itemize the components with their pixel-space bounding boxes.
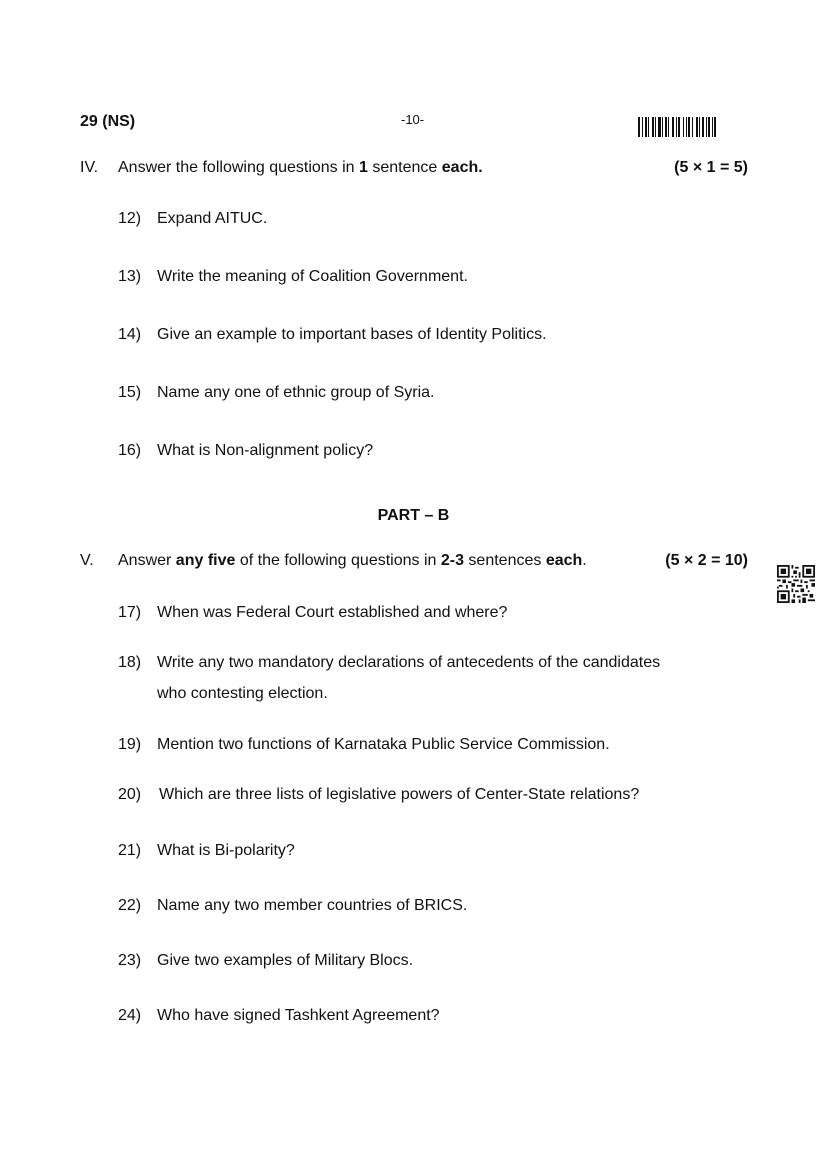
question-text: When was Federal Court established and where? (157, 604, 508, 621)
question-text: Write the meaning of Coalition Government. (157, 268, 468, 285)
question-number: 15) (118, 384, 142, 401)
instruction-text: sentences (463, 552, 546, 569)
page-number: -10- (401, 112, 425, 127)
section-iv-instruction (118, 158, 483, 178)
section-v-instruction (118, 551, 587, 571)
question-text: Name any one of ethnic group of Syria. (157, 384, 435, 401)
barcode-icon (638, 117, 716, 137)
question-number: 18) (118, 654, 142, 671)
question-text: What is Bi-polarity? (157, 842, 295, 859)
question-number: 12) (118, 210, 142, 227)
question-text: Give an example to important bases of Identity Politics. (157, 326, 547, 343)
qr-code-icon (777, 565, 815, 603)
instruction-text: Answer (118, 552, 176, 569)
question-number: 19) (118, 736, 142, 753)
instruction-each: each (545, 552, 583, 569)
instruction-text: . (582, 552, 587, 569)
section-v-marks: (5 × 2 = 10) (665, 552, 748, 569)
instruction-any-five: any five (175, 552, 236, 569)
question-number: 22) (118, 897, 142, 914)
part-b-title: PART – B (377, 507, 450, 524)
question-text: Expand AITUC. (157, 210, 268, 227)
question-text: Give two examples of Military Blocs. (157, 952, 414, 969)
instruction-text: of the following questions in (235, 552, 441, 569)
question-number: 20) (118, 786, 142, 803)
question-number: 23) (118, 952, 142, 969)
instruction-text: Answer the following questions in (118, 159, 360, 176)
instruction-count: 2-3 (440, 552, 464, 569)
question-text: Who have signed Tashkent Agreement? (157, 1007, 440, 1024)
section-v-numeral: V. (80, 552, 94, 569)
question-number: 16) (118, 442, 142, 459)
question-text: Write any two mandatory declarations of antecedents of the candidates (157, 654, 661, 671)
question-number: 24) (118, 1007, 142, 1024)
question-number: 17) (118, 604, 142, 621)
section-iv-marks: (5 × 1 = 5) (674, 159, 748, 176)
question-text-continued: who contesting election. (157, 685, 328, 702)
question-number: 14) (118, 326, 142, 343)
instruction-each: each. (441, 159, 483, 176)
question-text: Name any two member countries of BRICS. (157, 897, 468, 914)
question-text: Mention two functions of Karnataka Public Service Commission. (157, 736, 610, 753)
question-number: 21) (118, 842, 142, 859)
paper-code: 29 (NS) (80, 113, 136, 130)
question-text: Which are three lists of legislative powers of Center-State relations? (159, 786, 640, 803)
instruction-text: sentence (367, 159, 442, 176)
question-text: What is Non-alignment policy? (157, 442, 374, 459)
instruction-count: 1 (359, 159, 368, 176)
section-iv-numeral: IV. (80, 159, 99, 176)
question-number: 13) (118, 268, 142, 285)
